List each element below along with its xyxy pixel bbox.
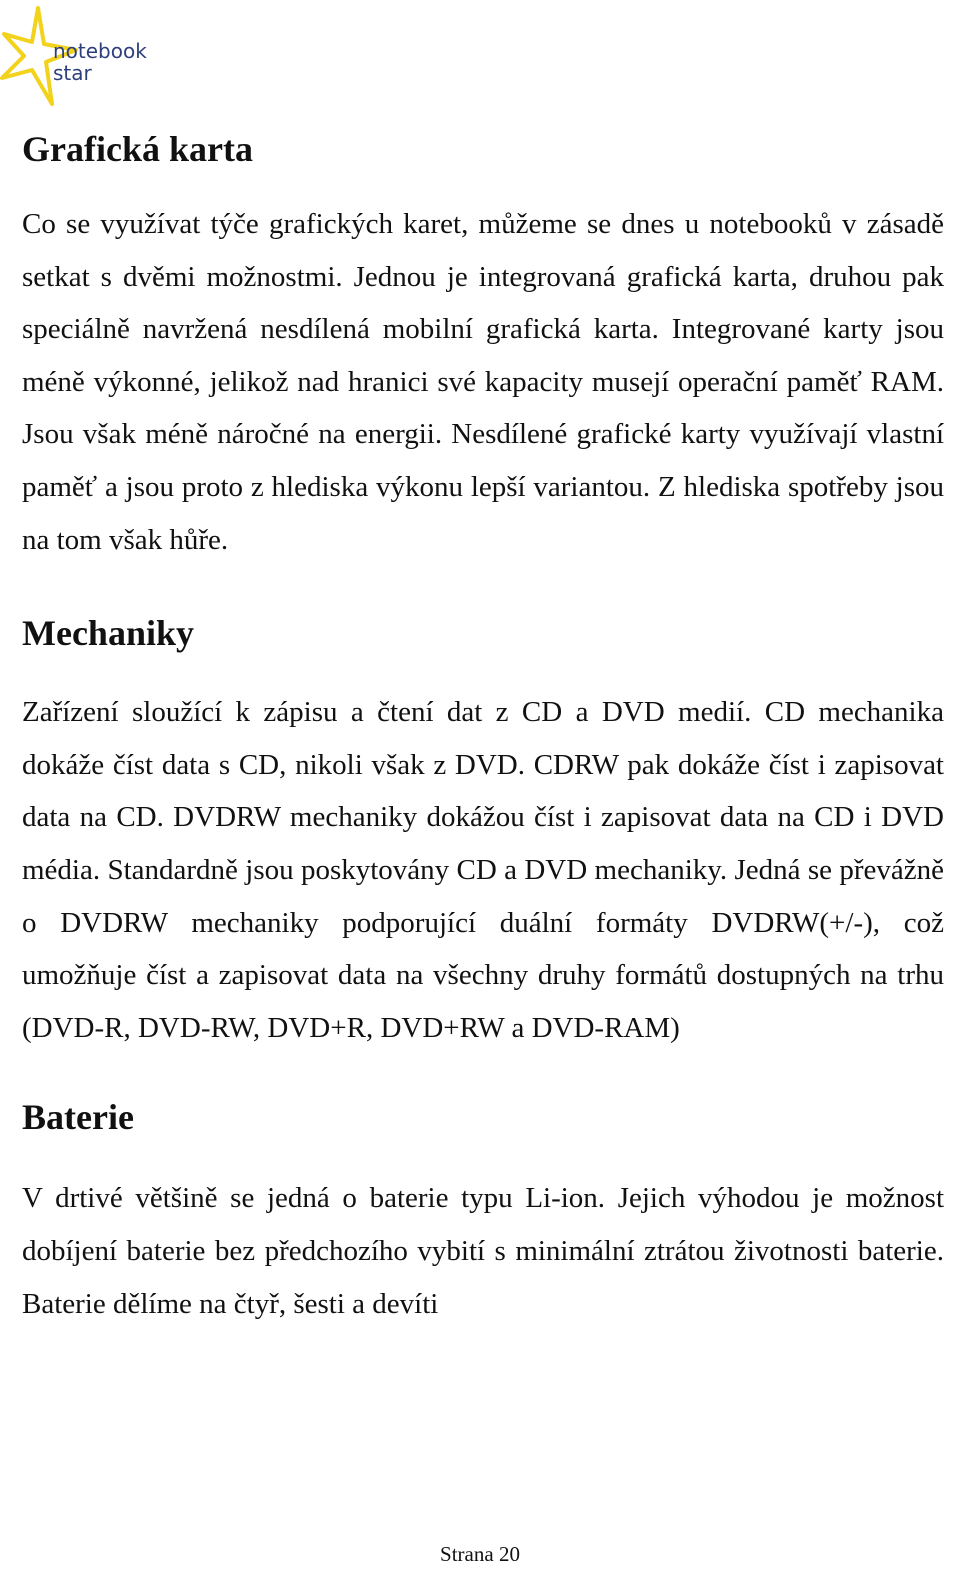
section-heading-graficka-karta: Grafická karta xyxy=(22,129,253,169)
section-heading-mechaniky: Mechaniky xyxy=(22,613,195,654)
logo-line-2: star xyxy=(53,61,92,85)
page-number: Strana 20 xyxy=(440,1542,520,1566)
section-paragraph-graficka-karta: Co se využívat týče grafických karet, můžeme se dnes u notebooků v zásadě setkat s dvěmi možnostmi. Jednou je integrovaná grafická karta, druhou pak speciálně navržená nesdílená mobilní grafická karta. Integrované karty jsou méně výkonné, jelikož nad hranici své kapacity musejí operační paměť RAM. Jsou však méně náročné na energii. Nesdílené grafické karty využívají vlastní paměť a jsou proto z hlediska výkonu lepší variantou. Z hlediska spotřeby jsou na tom však hůře. xyxy=(22,208,944,556)
section-paragraph-baterie: V drtivé většině se jedná o baterie typu Li-ion. Jejich výhodou je možnost dobíjení baterie bez předchozího vybití s minimální ztrátou životnosti baterie. Baterie dělíme na čtyř, šesti a devíti xyxy=(22,1182,944,1320)
section-paragraph-mechaniky: Zařízení sloužící k zápisu a čtení dat z CD a DVD medií. CD mechanika dokáže číst data s CD, nikoli však z DVD. CDRW pak dokáže číst i zapisovat data na CD. DVDRW mechaniky dokážou číst i zapisovat data na CD i DVD média. Standardně jsou poskytovány CD a DVD mechaniky. Jedná se převážně o DVDRW mechaniky podporující duální formáty DVDRW(+/-), což umožňuje číst a zapisovat data na všechny druhy formátů dostupných na trhu (DVD-R, DVD-RW, DVD+R, DVD+RW a DVD-RAM) xyxy=(22,696,944,1044)
logo-wordmark xyxy=(53,40,147,84)
notebook-star-logo xyxy=(0,4,160,114)
logo-line-1: notebook xyxy=(53,39,147,63)
document-body xyxy=(22,120,944,1330)
section-heading-baterie: Baterie xyxy=(22,1097,134,1138)
